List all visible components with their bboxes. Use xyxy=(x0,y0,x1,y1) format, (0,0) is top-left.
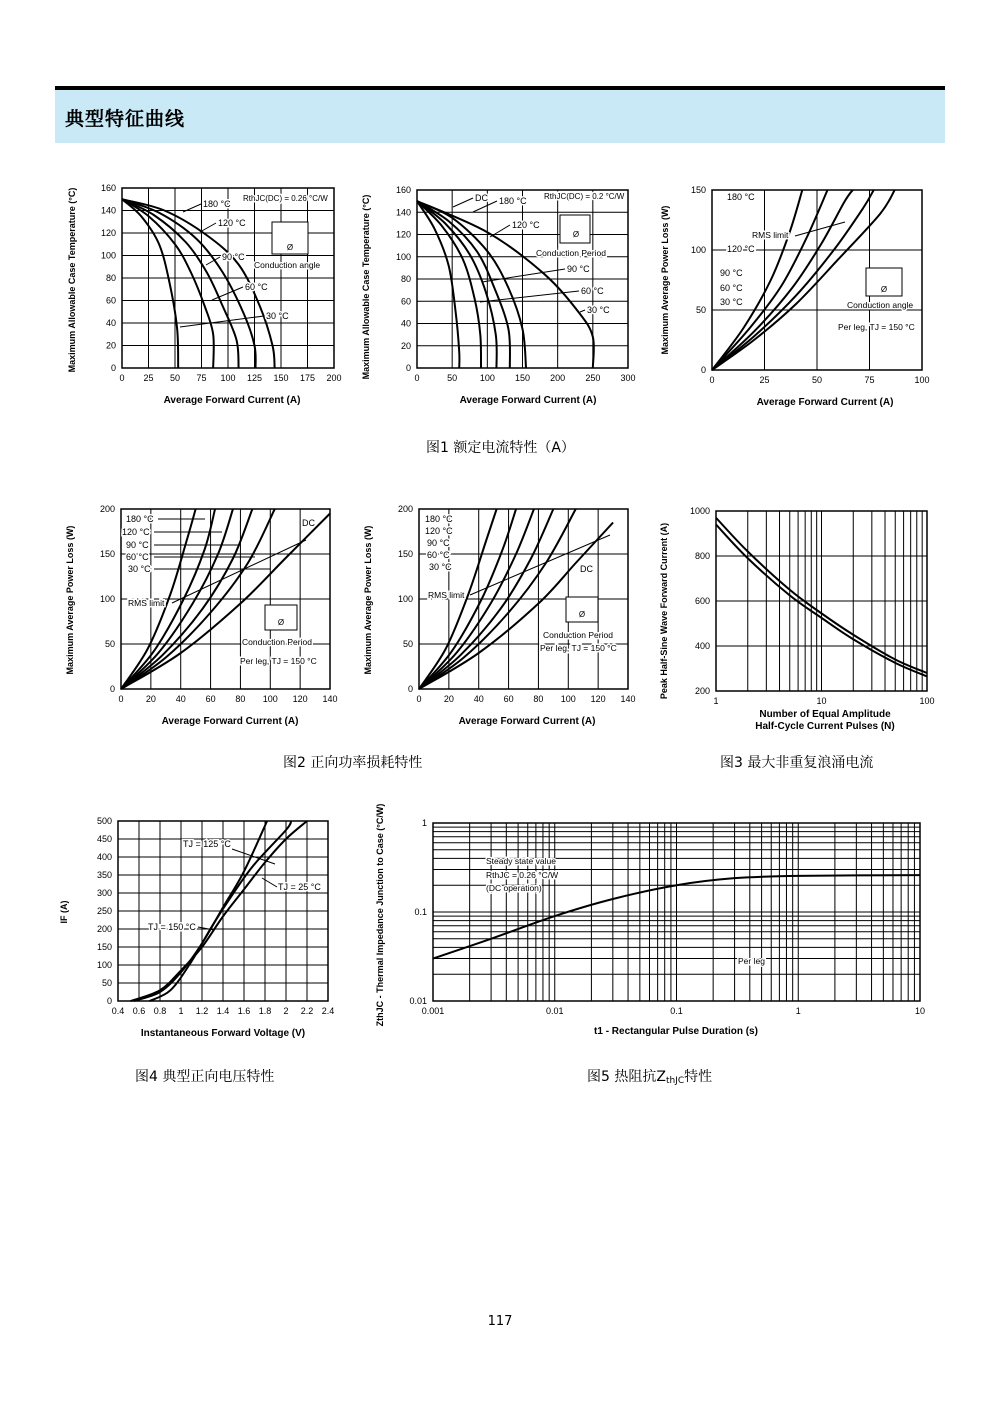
chart1a-ylabel: Maximum Allowable Case Temperature (°C) xyxy=(67,187,77,373)
caption-fig5 xyxy=(587,1066,712,1086)
chart2a-label: DC xyxy=(302,518,315,528)
chart1a-xtick-label: 25 xyxy=(143,373,154,383)
chart5-ytick-label: 1 xyxy=(421,818,427,828)
chart1a-label: 180 °C xyxy=(203,199,231,209)
chart1a-ytick-label: 60 xyxy=(105,295,116,306)
chart5-ytick-label: 0.1 xyxy=(414,907,427,917)
chart1b-ytick-label: 100 xyxy=(395,251,411,262)
section-title: 典型特征曲线 xyxy=(65,108,186,130)
chart1b-xtick-label: 200 xyxy=(550,373,566,383)
chart2b-ytick-label: 150 xyxy=(397,549,413,559)
chart1a-ytick-label: 100 xyxy=(100,250,116,261)
chart4-xtick-label: 2.2 xyxy=(300,1006,314,1016)
chart2a-label: 30 °C xyxy=(128,564,151,574)
chart3-xlabel: Number of Equal Amplitude xyxy=(759,709,891,720)
chart1b-label: 120 °C xyxy=(512,220,540,230)
chart5-label: Per leg xyxy=(738,956,765,966)
chart3-xtick-label: 1 xyxy=(713,696,719,706)
chart1b-label: 180 °C xyxy=(499,196,527,206)
chart1b-label: 90 °C xyxy=(567,264,590,274)
chart1c-label: 60 °C xyxy=(720,283,743,293)
chart2a-xtick-label: 140 xyxy=(322,694,338,704)
chart1c-label: 30 °C xyxy=(720,297,743,307)
chart3-ytick-label: 400 xyxy=(694,641,710,651)
chart1b-ytick-label: 160 xyxy=(395,185,411,195)
chart2a-leader xyxy=(172,540,306,603)
caption-fig2: 图2 正向功率损耗特性 xyxy=(283,755,423,771)
chart1b-label: 60 °C xyxy=(581,286,604,296)
chart2a-ytick-label: 100 xyxy=(99,594,115,604)
chart2b-label: 120 °C xyxy=(425,526,453,536)
chart1c-series-4 xyxy=(712,190,802,370)
chart1a-label: Conduction angle xyxy=(254,260,321,270)
chart4-ytick-label: 400 xyxy=(96,852,112,862)
chart1a-xtick-label: 125 xyxy=(246,373,263,383)
chart4-xtick-label: 2.4 xyxy=(321,1006,335,1016)
chart4-label: TJ = 125 °C xyxy=(183,839,231,849)
chart4-ytick-label: 200 xyxy=(96,924,112,934)
chart4-ytick-label: 0 xyxy=(106,996,112,1006)
chart1a-label: Ø xyxy=(286,243,294,252)
chart1b-ylabel: Maximum Allowable Case Temperature (°C) xyxy=(361,194,371,380)
chart1c-ytick-label: 50 xyxy=(695,305,706,315)
chart1a-xtick-label: 50 xyxy=(169,373,181,383)
chart2b-label: Ø xyxy=(578,610,586,619)
chart1a-leader xyxy=(180,316,264,327)
chart1b-label: Conduction Period xyxy=(536,248,606,258)
chart1c-xtick-label: 50 xyxy=(811,375,823,385)
chart2b-label: Conduction Period xyxy=(543,630,613,640)
chart1a-ytick-label: 120 xyxy=(100,228,116,238)
chart1c-label: RMS limit xyxy=(752,230,789,240)
chart2b-label: 90 °C xyxy=(427,538,450,548)
caption-fig4: 图4 典型正向电压特性 xyxy=(135,1069,275,1085)
chart2a-label: 120 °C xyxy=(122,527,150,537)
chart3-xtick-label: 100 xyxy=(919,696,935,706)
chart1c-xtick-label: 75 xyxy=(864,375,875,385)
chart5-xtick-label: 0.01 xyxy=(545,1006,564,1016)
caption-fig1: 图1 额定电流特性（A） xyxy=(426,440,575,456)
chart4-ytick-label: 100 xyxy=(96,960,112,970)
chart1b-xtick-label: 100 xyxy=(479,373,495,383)
chart1b-label: Ø xyxy=(572,230,580,239)
chart1c-label: 90 °C xyxy=(720,268,743,278)
chart1a-ytick-label: 160 xyxy=(100,183,116,193)
chart2a-xtick-label: 100 xyxy=(262,694,278,704)
chart3-chart xyxy=(716,511,927,691)
chart2a-label: Per leg, TJ = 150 °C xyxy=(240,656,317,666)
caption-fig3: 图3 最大非重复浪涌电流 xyxy=(720,755,874,771)
chart2a-xtick-label: 60 xyxy=(205,694,216,704)
chart2a-label: 90 °C xyxy=(126,540,149,550)
chart2b-xlabel: Average Forward Current (A) xyxy=(458,716,596,727)
chart1a-xlabel: Average Forward Current (A) xyxy=(163,395,301,406)
chart1a-label: 30 °C xyxy=(266,311,289,321)
chart1a-xtick-label: 175 xyxy=(299,373,316,383)
chart4-xtick-label: 0.4 xyxy=(111,1006,125,1016)
chart4-label: TJ = 150 °C xyxy=(148,922,196,932)
chart4-ytick-label: 500 xyxy=(96,816,112,826)
chart1b-leader xyxy=(453,198,473,207)
chart1c-label: Per leg, TJ = 150 °C xyxy=(838,322,915,332)
chart1a-xtick-label: 100 xyxy=(220,373,236,383)
chart4-leader xyxy=(262,878,277,887)
chart1b-label: 30 °C xyxy=(587,305,610,315)
chart2b-label: 30 °C xyxy=(429,562,452,572)
chart2a-ytick-label: 200 xyxy=(99,504,115,514)
chart2a-label: Conduction Period xyxy=(242,637,312,647)
chart4-ytick-label: 450 xyxy=(96,834,112,844)
chart1b-xlabel: Average Forward Current (A) xyxy=(459,395,597,406)
chart2a-xtick-label: 80 xyxy=(235,694,246,704)
chart1a-label: 60 °C xyxy=(245,282,268,292)
chart2a-ytick-label: 150 xyxy=(99,549,115,559)
chart3-ytick-label: 800 xyxy=(694,551,710,561)
chart1a-xtick-label: 0 xyxy=(119,373,125,383)
chart1a-xtick-label: 75 xyxy=(196,373,207,383)
chart1b-leader xyxy=(580,310,585,312)
chart2b-xtick-label: 40 xyxy=(473,694,484,704)
chart1a-ytick-label: 0 xyxy=(110,363,116,373)
chart1b-ytick-label: 80 xyxy=(400,274,411,284)
caption-fig5-suffix: 特性 xyxy=(684,1069,713,1085)
chart3-ytick-label: 200 xyxy=(694,686,710,696)
chart1c-ytick-label: 150 xyxy=(690,185,706,195)
chart1c-label: Conduction angle xyxy=(847,300,914,310)
chart2a-xtick-label: 40 xyxy=(175,694,186,704)
chart2a-label: 60 °C xyxy=(126,552,149,562)
chart2a-label: RMS limit xyxy=(128,598,165,608)
chart2b-label: RMS limit xyxy=(428,590,465,600)
chart5-xtick-label: 10 xyxy=(914,1006,926,1016)
chart4-ytick-label: 250 xyxy=(96,906,112,916)
page-number: 117 xyxy=(487,1314,513,1329)
chart1c-label: Ø xyxy=(880,285,888,294)
chart1b-ytick-label: 60 xyxy=(400,296,411,307)
chart4-xtick-label: 1.8 xyxy=(258,1006,272,1016)
chart2b-ylabel: Maximum Average Power Loss (W) xyxy=(363,525,373,675)
chart2b-label: 180 °C xyxy=(425,514,453,524)
chart1b-leader xyxy=(490,225,510,237)
chart2b-xtick-label: 120 xyxy=(590,694,606,704)
chart1c-ytick-label: 100 xyxy=(690,245,706,255)
chart1a-xtick-label: 200 xyxy=(326,373,342,383)
chart2a-label: Ø xyxy=(277,618,285,627)
chart1b-label: DC xyxy=(475,193,488,203)
chart5-ytick-label: 0.01 xyxy=(409,996,427,1006)
chart1b-leader xyxy=(480,291,579,302)
chart2b-xtick-label: 60 xyxy=(503,694,514,704)
chart2b-xtick-label: 20 xyxy=(443,694,454,704)
chart1b-xtick-label: 300 xyxy=(620,373,636,383)
chart4-ytick-label: 150 xyxy=(96,942,112,952)
chart2b-ytick-label: 0 xyxy=(407,684,413,694)
chart1c-xtick-label: 25 xyxy=(759,375,770,385)
chart1b-xtick-label: 150 xyxy=(514,373,531,383)
chart5-label: (DC operation) xyxy=(486,883,542,893)
chart1b-xtick-label: 50 xyxy=(447,373,458,383)
chart1c-label: 180 °C xyxy=(727,192,755,202)
chart2b-xtick-label: 80 xyxy=(533,694,544,704)
chart1c-ytick-label: 0 xyxy=(700,365,706,375)
chart5-xlabel: t1 - Rectangular Pulse Duration (s) xyxy=(594,1026,758,1037)
chart4-xtick-label: 1 xyxy=(178,1006,184,1016)
chart1c-xlabel: Average Forward Current (A) xyxy=(756,397,894,408)
chart1c-xtick-label: 0 xyxy=(709,375,715,385)
chart4-xtick-label: 1.6 xyxy=(237,1006,251,1016)
chart2a-xlabel: Average Forward Current (A) xyxy=(161,716,299,727)
chart4-xtick-label: 0.8 xyxy=(153,1006,167,1016)
chart1b-ytick-label: 40 xyxy=(400,318,411,329)
chart1b-chart xyxy=(417,190,628,368)
chart1b-leader xyxy=(482,269,565,282)
chart1a-leader xyxy=(200,223,216,232)
chart1c-label: 120 °C xyxy=(727,244,755,254)
chart1b-xtick-label: 250 xyxy=(585,373,601,383)
caption-fig5-sub: thJC xyxy=(665,1076,685,1086)
chart2a-xtick-label: 0 xyxy=(118,694,124,704)
chart4-ylabel: IF (A) xyxy=(59,900,69,924)
chart1a-label: 90 °C xyxy=(222,252,245,262)
chart3-ylabel: Peak Half-Sine Wave Forward Current (A) xyxy=(659,522,669,700)
chart3-ytick-label: 1000 xyxy=(689,506,710,516)
chart3-xtick-label: 10 xyxy=(816,696,827,706)
chart2b-xtick-label: 140 xyxy=(620,694,636,704)
chart4-ytick-label: 350 xyxy=(96,870,112,880)
chart1c-leader xyxy=(795,222,845,236)
chart5-label: Steady state value xyxy=(486,856,556,866)
chart1b-series-3 xyxy=(417,201,497,368)
chart2b-label: DC xyxy=(580,564,593,574)
chart1b-label: RthJC(DC) = 0.2 °C/W xyxy=(544,192,625,201)
chart3-ytick-label: 600 xyxy=(694,596,710,606)
chart2a-xtick-label: 20 xyxy=(145,694,156,704)
chart1a-ytick-label: 140 xyxy=(100,205,116,216)
chart1b-ytick-label: 20 xyxy=(400,340,411,351)
chart4-ytick-label: 50 xyxy=(101,978,112,988)
chart4-xtick-label: 0.6 xyxy=(132,1006,146,1016)
chart5-ylabel: ZthJC - Thermal Impedance Junction to Case (°C/W) xyxy=(375,803,385,1027)
chart2b-ytick-label: 200 xyxy=(397,504,413,514)
chart2b-label: 60 °C xyxy=(427,550,450,560)
chart2a-ytick-label: 50 xyxy=(104,639,115,649)
chart2b-xtick-label: 0 xyxy=(416,694,422,704)
chart2b-label: Per leg, TJ = 150 °C xyxy=(540,643,617,653)
chart1b-ytick-label: 140 xyxy=(395,207,411,218)
chart1b-ytick-label: 120 xyxy=(395,229,411,240)
caption-fig5-prefix: 图5 热阻抗Z xyxy=(587,1069,666,1085)
chart2b-ytick-label: 100 xyxy=(397,594,413,604)
chart1b-ytick-label: 0 xyxy=(405,363,411,373)
chart1a-xtick-label: 150 xyxy=(273,373,289,383)
chart4-xtick-label: 2 xyxy=(283,1006,289,1016)
chart5-chart xyxy=(433,823,920,1001)
chart1a-label: 120 °C xyxy=(218,218,246,228)
chart2a-xtick-label: 120 xyxy=(292,694,308,704)
chart1b-xtick-label: 0 xyxy=(414,373,420,383)
chart5-label: RthJC = 0.26 °C/W xyxy=(486,870,559,880)
chart4-xtick-label: 1.4 xyxy=(216,1006,230,1016)
chart5-xtick-label: 1 xyxy=(795,1006,801,1016)
chart1a-label: RthJC(DC) = 0.26 °C/W xyxy=(243,194,328,203)
chart1c-xtick-label: 100 xyxy=(914,375,930,385)
chart5-xtick-label: 0.001 xyxy=(421,1006,445,1016)
chart2b-xtick-label: 100 xyxy=(560,694,576,704)
chart1a-series-4 xyxy=(122,199,178,368)
chart1a-chart xyxy=(122,188,334,368)
chart2a-ylabel: Maximum Average Power Loss (W) xyxy=(65,525,75,675)
chart4-label: TJ = 25 °C xyxy=(278,882,321,892)
chart3-xlabel2: Half-Cycle Current Pulses (N) xyxy=(755,721,895,732)
chart1a-ytick-label: 20 xyxy=(105,340,116,351)
chart1a-ytick-label: 40 xyxy=(105,318,116,328)
chart4-xlabel: Instantaneous Forward Voltage (V) xyxy=(140,1028,306,1039)
chart2a-ytick-label: 0 xyxy=(109,684,115,694)
chart1c-ylabel: Maximum Average Power Loss (W) xyxy=(660,205,670,355)
chart2b-ytick-label: 50 xyxy=(402,639,413,649)
chart4-xtick-label: 1.2 xyxy=(195,1006,209,1016)
chart4-ytick-label: 300 xyxy=(96,888,112,898)
chart5-xtick-label: 0.1 xyxy=(670,1006,683,1016)
chart2a-label: 180 °C xyxy=(126,514,154,524)
chart1a-ytick-label: 80 xyxy=(105,273,116,283)
